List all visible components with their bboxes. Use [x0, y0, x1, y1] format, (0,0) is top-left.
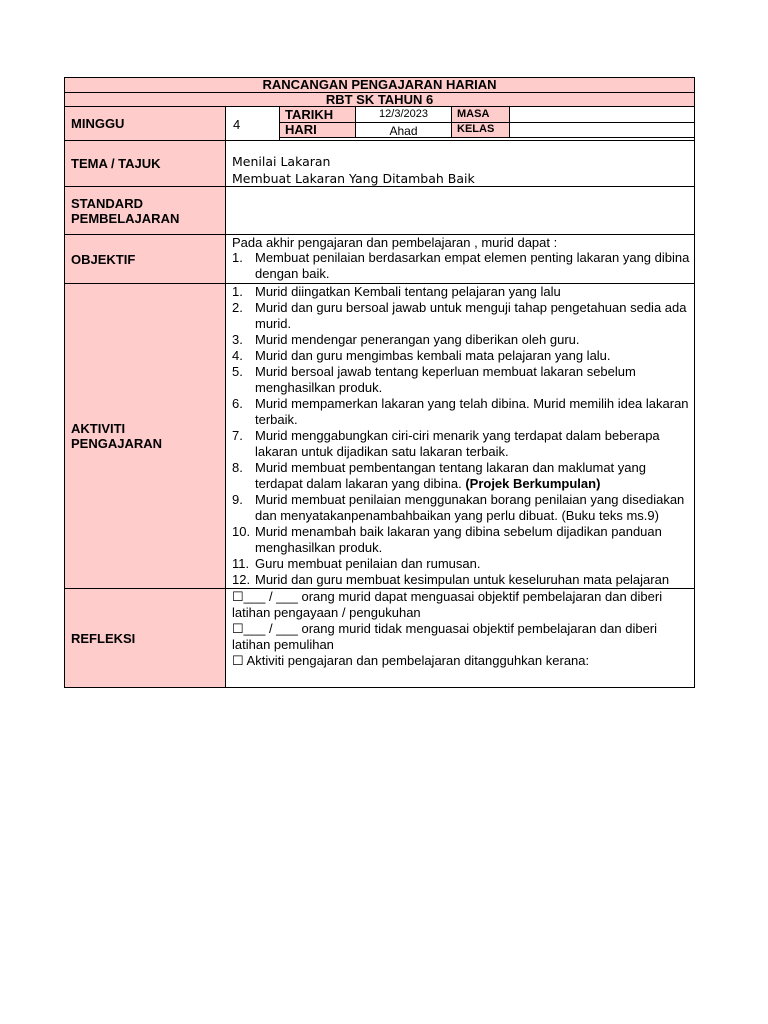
refleksi-line-1: ☐___ / ___ orang murid dapat menguasai objektif pembelajaran dan diberi latihan pengayaan / pengukuhan [232, 589, 663, 620]
objektif-intro: Pada akhir pengajaran dan pembelajaran , murid dapat : [232, 235, 558, 250]
list-item-emphasis: (Projek Berkumpulan) [465, 476, 601, 491]
list-item-number: 8. [232, 460, 243, 475]
list-item-number: 1. [232, 284, 243, 299]
minggu-value-area [226, 107, 694, 140]
list-item-text: Murid mendengar penerangan yang diberikan oleh guru. [255, 332, 580, 347]
refleksi-line-3: ☐ Aktiviti pengajaran dan pembelajaran ditangguhkan kerana: [232, 653, 590, 668]
table-subtitle-row [65, 93, 694, 107]
list-item [226, 332, 694, 348]
aktiviti-list [226, 284, 694, 588]
refleksi-line-2: ☐___ / ___ orang murid tidak menguasai objektif pembelajaran dan diberi latihan pemulihan [232, 621, 658, 652]
aktiviti-label-line-2: PENGAJARAN [71, 436, 163, 451]
standard-row [65, 187, 694, 235]
refleksi-value [226, 589, 694, 687]
list-item-text: Murid dan guru membuat kesimpulan untuk keseluruhan mata pelajaran [255, 572, 670, 587]
list-item-text: Murid membuat penilaian menggunakan borang penilaian yang disediakan dan menyatakanpenambahbaikan yang perlu dibuat. (Buku teks ms.9) [255, 492, 685, 523]
masa-value [510, 107, 694, 123]
tema-label: TEMA / TAJUK [65, 141, 226, 186]
list-item-number: 1. [232, 250, 243, 265]
objektif-row [65, 235, 694, 284]
lesson-plan-table [64, 77, 695, 688]
list-item [226, 428, 694, 460]
list-item [226, 250, 694, 282]
list-item [226, 492, 694, 524]
tema-value [226, 141, 694, 186]
table-subtitle: RBT SK TAHUN 6 [325, 92, 434, 107]
aktiviti-label [65, 284, 226, 588]
list-item [226, 300, 694, 332]
objektif-list [226, 250, 694, 282]
standard-label-line-1: STANDARD [71, 195, 143, 211]
aktiviti-row [65, 284, 694, 589]
hari-value: Ahad [356, 123, 452, 138]
list-item-number: 5. [232, 364, 243, 379]
masa-label: MASA [452, 107, 510, 123]
list-item-text: Murid diingatkan Kembali tentang pelajaran yang lalu [255, 284, 561, 299]
list-item-number: 4. [232, 348, 243, 363]
list-item [226, 396, 694, 428]
list-item-number: 10. [232, 524, 251, 539]
tema-line-2: Membuat Lakaran Yang Ditambah Baik [232, 171, 475, 186]
list-item [226, 556, 694, 572]
list-item-text: Murid mempamerkan lakaran yang telah dibina. Murid memilih idea lakaran terbaik. [255, 396, 689, 427]
list-item-number: 9. [232, 492, 243, 507]
list-item-text: Murid dan guru bersoal jawab untuk menguji tahap pengetahuan sedia ada murid. [255, 300, 687, 331]
standard-label [65, 187, 226, 234]
list-item-text: Guru membuat penilaian dan rumusan. [255, 556, 481, 571]
list-item-number: 2. [232, 300, 243, 315]
objektif-label: OBJEKTIF [65, 235, 226, 283]
minggu-value: 4 [226, 107, 280, 140]
list-item-text: Murid membuat pembentangan tentang lakaran dan maklumat yang terdapat dalam lakaran yang dibina. [255, 460, 646, 491]
aktiviti-label-line-1: AKTIVITI [71, 421, 126, 436]
standard-label-line-2: PEMBELAJARAN [71, 210, 180, 226]
tema-row [65, 141, 694, 187]
list-item [226, 460, 694, 492]
kelas-value [510, 123, 694, 138]
hari-label: HARI [280, 123, 356, 138]
list-item-text: Murid menggabungkan ciri-ciri menarik yang terdapat dalam beberapa lakaran untuk dijadikan satu lakaran terbaik. [255, 428, 660, 459]
list-item [226, 348, 694, 364]
list-item-text: Murid dan guru mengimbas kembali mata pelajaran yang lalu. [255, 348, 611, 363]
list-item [226, 524, 694, 556]
table-title: RANCANGAN PENGAJARAN HARIAN [262, 77, 497, 92]
list-item-number: 3. [232, 332, 243, 347]
list-item [226, 364, 694, 396]
refleksi-row [65, 589, 694, 687]
tema-line-1: Menilai Lakaran [232, 154, 331, 169]
tarikh-value: 12/3/2023 [356, 107, 452, 123]
list-item [226, 284, 694, 300]
list-item-text: Murid menambah baik lakaran yang dibina sebelum dijadikan panduan menghasilkan produk. [255, 524, 662, 555]
minggu-row [65, 107, 694, 141]
list-item-text: Murid bersoal jawab tentang keperluan membuat lakaran sebelum menghasilkan produk. [255, 364, 636, 395]
list-item-number: 12. [232, 572, 251, 587]
list-item-text: Membuat penilaian berdasarkan empat elemen penting lakaran yang dibina dengan baik. [255, 250, 690, 281]
list-item-number: 11. [232, 556, 250, 571]
kelas-label: KELAS [452, 123, 510, 138]
minggu-label: MINGGU [65, 107, 226, 140]
aktiviti-value [226, 284, 694, 588]
refleksi-label: REFLEKSI [65, 589, 226, 687]
list-item-number: 6. [232, 396, 243, 411]
table-title-row [65, 78, 694, 93]
tarikh-label: TARIKH [280, 107, 356, 123]
list-item [226, 572, 694, 588]
objektif-value [226, 235, 694, 283]
standard-value [226, 187, 694, 234]
list-item-number: 7. [232, 428, 243, 443]
